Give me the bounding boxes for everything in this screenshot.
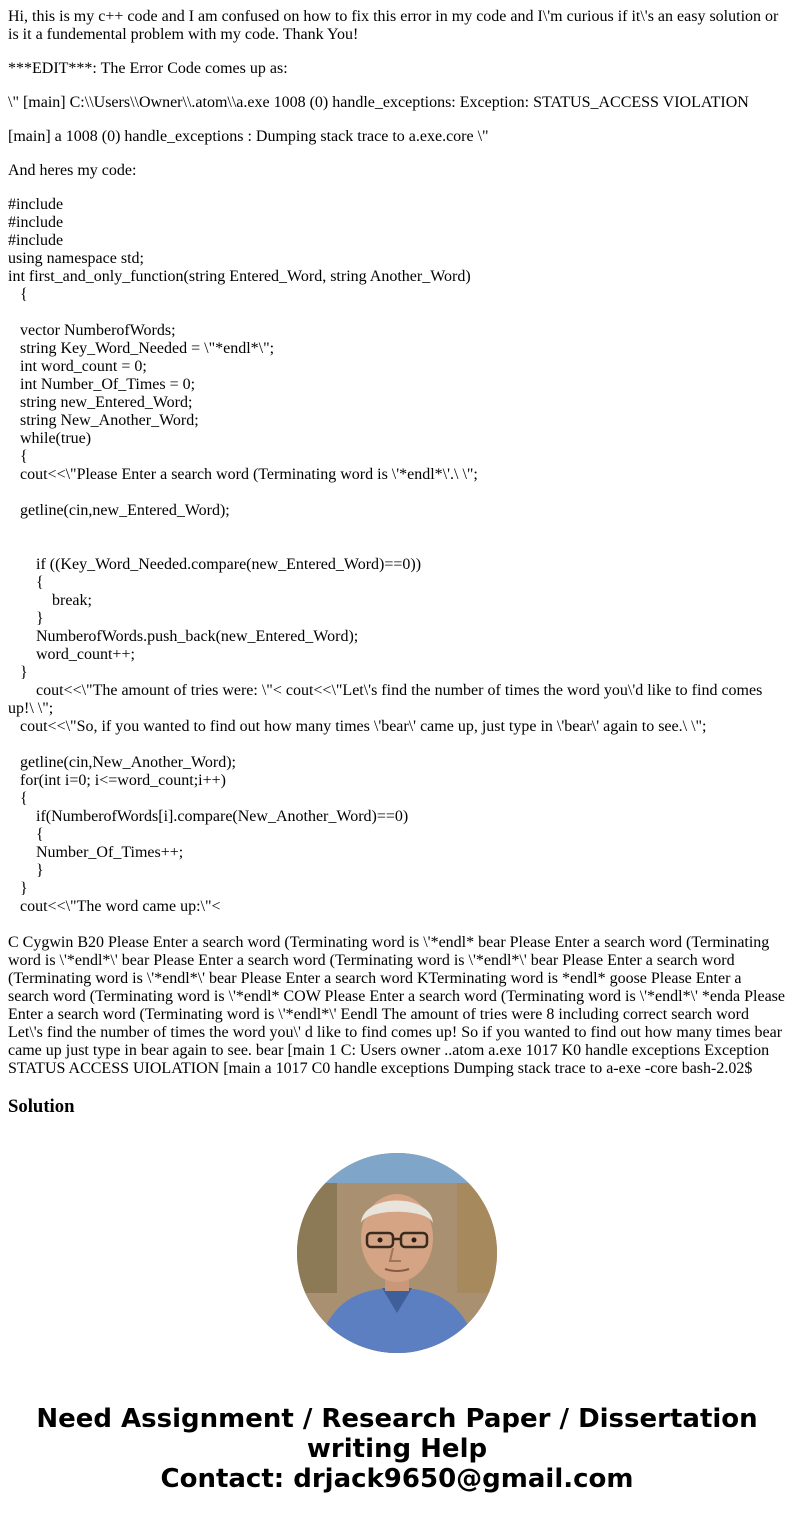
code-line: NumberofWords.push_back(new_Entered_Word); — [8, 628, 359, 645]
question-body — [8, 8, 786, 1094]
code-line: if ((Key_Word_Needed.compare(new_Entered_Word)==0)) — [8, 556, 422, 573]
author-avatar — [297, 1153, 497, 1353]
code-line: Number_Of_Times++; — [8, 844, 184, 861]
promo-line-2: writing Help — [306, 1434, 488, 1464]
code-line: word_count++; — [8, 646, 135, 663]
edit-paragraph: ***EDIT***: The Error Code comes up as: — [8, 60, 288, 77]
code-line: } — [8, 880, 28, 897]
code-line — [8, 520, 786, 538]
code-line: int word_count = 0; — [8, 358, 147, 375]
code-line: while(true) — [8, 430, 92, 447]
code-line: vector NumberofWords; — [8, 322, 176, 339]
code-line — [8, 538, 786, 556]
code-line: break; — [8, 592, 92, 609]
promo-line-1: Need Assignment / Research Paper / Dissertation — [36, 1404, 758, 1434]
promo-contact: Contact: drjack9650@gmail.com — [160, 1464, 634, 1494]
code-line: if(NumberofWords[i].compare(New_Another_Word)==0) — [8, 808, 409, 825]
code-line: { — [8, 448, 28, 465]
code-line: { — [8, 826, 44, 843]
solution-heading: Solution — [8, 1096, 75, 1117]
code-line: int first_and_only_function(string Entered_Word, string Another_Word) — [8, 268, 471, 285]
code-line: } — [8, 610, 44, 627]
code-line: cout<<\"Please Enter a search word (Terminating word is \'*endl*\'.\ \"; — [8, 466, 478, 483]
code-line: #include — [8, 232, 64, 249]
code-line: for(int i=0; i<=word_count;i++) — [8, 772, 226, 789]
code-line: string New_Another_Word; — [8, 412, 199, 429]
code-line: } — [8, 862, 44, 879]
code-line — [8, 304, 786, 322]
code-line: { — [8, 790, 28, 807]
code-line: getline(cin,new_Entered_Word); — [8, 502, 230, 519]
code-line: int Number_Of_Times = 0; — [8, 376, 196, 393]
code-line: using namespace std; — [8, 250, 144, 267]
code-line: #include — [8, 214, 64, 231]
promo-banner — [0, 1404, 794, 1494]
code-line — [8, 736, 786, 754]
code-line: cout<<\"So, if you wanted to find out how many times \'bear\' came up, just type in \'bear\' again to see.\ \"; — [8, 718, 707, 735]
code-block — [8, 196, 786, 916]
code-line: string new_Entered_Word; — [8, 394, 193, 411]
code-line: string Key_Word_Needed = \"*endl*\"; — [8, 340, 275, 357]
code-lead: And heres my code: — [8, 162, 137, 179]
error-line-2: [main] a 1008 (0) handle_exceptions : Dumping stack trace to a.exe.core \" — [8, 128, 489, 145]
code-line: cout<<\"The amount of tries were: \"< cout<<\"Let\'s find the number of times the word you\'d like to find comes up!\ \"; — [8, 682, 767, 717]
code-line: getline(cin,New_Another_Word); — [8, 754, 236, 771]
intro-paragraph: Hi, this is my c++ code and I am confused on how to fix this error in my code and I\'m curious if it\'s an easy solution or is it a fundemental problem with my code. Thank You! — [8, 8, 779, 43]
code-line — [8, 484, 786, 502]
author-portrait — [297, 1153, 497, 1353]
code-line: #include — [8, 196, 64, 213]
code-line: } — [8, 664, 28, 681]
error-line-1: \" [main] C:\\Users\\Owner\\.atom\\a.exe 1008 (0) handle_exceptions: Exception: STATUS_ACCESS VIOLATION — [8, 94, 749, 111]
code-line: { — [8, 574, 44, 591]
program-output: C Cygwin B20 Please Enter a search word (Terminating word is \'*endl* bear Please Enter a search word (Terminating word is \'*endl*\' bear Please Enter a search word (Terminating word is \'*endl*\' bear Please Enter a search word (Terminating word is \'*endl*\' bear Please Enter a search word KTerminating word is *endl* goose Please Enter a search word (Terminating word is \'*endl* COW Please Enter a search word (Terminating word is \'*endl*\' *enda Please Enter a search word (Terminating word is \'*endl*\' Eendl The amount of tries were 8 including correct search word Let\'s find the number of times the word you\' d like to find comes up! So if you wanted to find out how many times bear came up just type in bear again to see. bear [main 1 C: Users owner ..atom a.exe 1017 K0 handle exceptions Exception STATUS ACCESS UIOLATION [main a 1017 C0 handle exceptions Dumping stack trace to a-exe -core bash-2.02$ — [8, 934, 786, 1077]
code-line: { — [8, 286, 28, 303]
code-line: cout<<\"The word came up:\"< — [8, 898, 221, 915]
